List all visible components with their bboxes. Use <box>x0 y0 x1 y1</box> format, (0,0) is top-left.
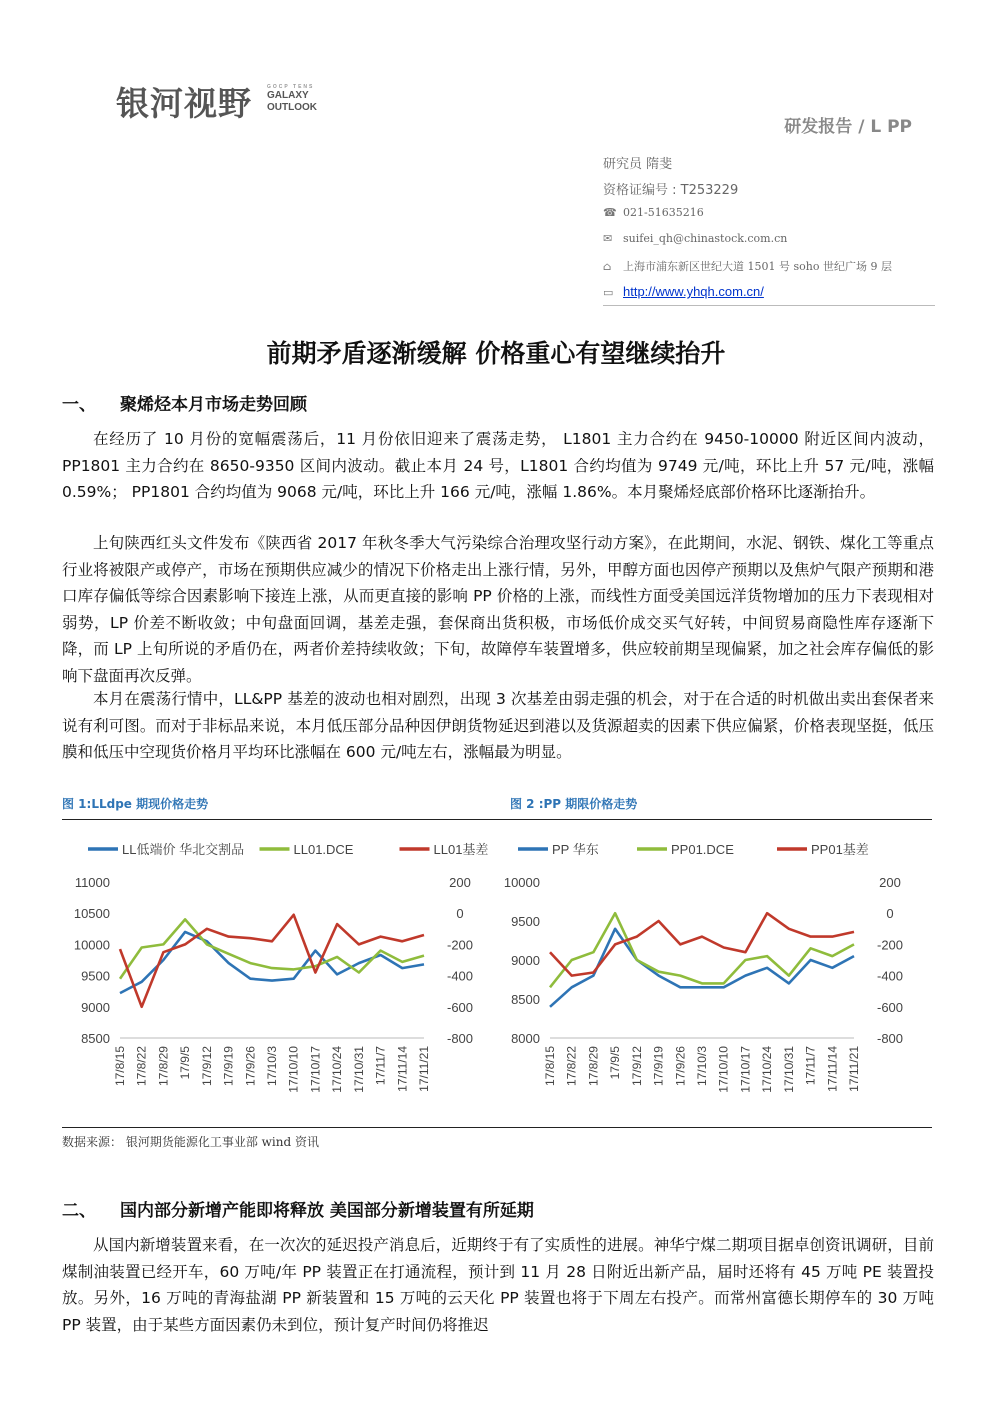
website-row <box>603 284 764 299</box>
right-tick-label-0: -800 <box>876 1031 904 1046</box>
address-row <box>603 258 892 274</box>
legend-label-2: PP01基差 <box>811 842 869 857</box>
x-tick-label-13: 17/11/14 <box>825 1046 840 1092</box>
section1-paragraph-3: 本月在震荡行情中，LL&PP 基差的波动也相对剧烈，出现 3 次基差由弱走强的机会，对于在合适的时机做出卖出套保者来说有利可图。而对于非标品来说，本月低压部分品种因伊朗货物延迟到港以及货源超卖的因素下供应偏紧，价格表现坚挺，低压膜和低压中空现货价格月平均环比涨幅在 600 元/吨左右，涨幅最为明显。 <box>62 690 934 761</box>
series-line-2 <box>550 913 854 975</box>
legend-label-0: LL低端价 华北交割品 <box>122 842 245 857</box>
x-tick-label-4: 17/9/12 <box>629 1046 644 1087</box>
x-tick-label-3: 17/9/5 <box>608 1046 623 1080</box>
x-tick-label-11: 17/10/31 <box>781 1046 796 1093</box>
x-tick-label-6: 17/9/26 <box>243 1046 258 1087</box>
chart-lldpe <box>62 826 489 1126</box>
right-tick-label-0: -800 <box>446 1031 474 1046</box>
right-tick-label-2: -400 <box>876 968 904 984</box>
x-tick-label-10: 17/10/24 <box>760 1046 775 1093</box>
x-tick-label-8: 17/10/10 <box>286 1046 301 1093</box>
logo-english <box>267 84 317 114</box>
legend-label-2: LL01基差 <box>433 842 489 857</box>
x-tick-label-11: 17/10/31 <box>351 1046 366 1093</box>
section1-title: 聚烯烃本月市场走势回顾 <box>120 395 307 415</box>
logo-outlook: OUTLOOK <box>267 102 317 113</box>
left-tick-label-1: 9000 <box>81 999 110 1015</box>
legend-label-1: PP01.DCE <box>671 842 734 857</box>
x-tick-label-8: 17/10/10 <box>716 1046 731 1093</box>
x-tick-label-9: 17/10/17 <box>308 1046 323 1093</box>
x-tick-label-13: 17/11/14 <box>395 1046 410 1092</box>
right-tick-label-3: -200 <box>876 937 904 953</box>
left-tick-label-3: 9500 <box>511 914 540 929</box>
x-tick-label-5: 17/9/19 <box>221 1046 236 1087</box>
section1-number: 一、 <box>62 395 96 415</box>
x-tick-label-7: 17/10/3 <box>695 1046 709 1087</box>
legend-label-0: PP 华东 <box>552 842 599 857</box>
section2-title: 国内部分新增产能即将释放 美国部分新增装置有所延期 <box>120 1201 534 1221</box>
page-title: 前期矛盾逐渐缓解 价格重心有望继续抬升 <box>266 339 726 368</box>
section1-paragraph-2: 上旬陕西红头文件发布《陕西省 2017 年秋冬季大气污染综合治理攻坚行动方案》，在此期间，水泥、钢铁、煤化工等重点行业将被限产或停产，市场在预期供应减少的情况下价格走出上涨行情，另外，甲醇方面也因停产预期以及焦炉气限产预期和港口库存偏低等综合因素影响下接连上涨，从而更直接的影响 PP 价格的上涨，而线性方面受美国远洋货物增加的压力下表现相对弱势，LP 价差不断收敛；中旬盘面回调，基差走强，套保商出货积极，市场低价成交买气好转，中间贸易商隐性库存逐渐下降，而 LP 上旬所说的矛盾仍在，两者价差持续收敛；下旬，故障停车装置增多，供应较前期呈现偏紧，加之社会库存偏低的影响下盘面再次反弹。 <box>62 534 934 685</box>
x-tick-label-2: 17/8/29 <box>586 1046 601 1087</box>
left-tick-label-2: 9000 <box>511 953 540 968</box>
x-tick-label-2: 17/8/29 <box>156 1046 171 1087</box>
phone-number: 021-51635216 <box>623 206 704 219</box>
x-tick-label-14: 17/11/21 <box>417 1046 431 1092</box>
section1-paragraph-1: 在经历了 10 月份的宽幅震荡后，11 月份依旧迎来了震荡走势， L1801 主力合约在 9450-10000 附近区间内波动，PP1801 主力合约在 8650-9350 区间内波动。截止本月 24 号，L1801 合约均值为 9749 元/吨，环比上升 57 元/吨，涨幅 0.59%； PP1801 合约均值为 9068 元/吨，环比上升 166 元/吨，涨幅 1.86%。本月聚烯烃底部价格环比逐渐抬升。 <box>62 430 934 501</box>
figure2-caption: 图 2 :PP 期限价格走势 <box>510 797 638 811</box>
email-row <box>603 232 787 245</box>
x-tick-label-10: 17/10/24 <box>330 1046 345 1093</box>
figure-top-rule <box>62 819 932 820</box>
phone-icon: ☎ <box>603 206 617 219</box>
left-tick-label-0: 8500 <box>81 1031 110 1046</box>
left-tick-label-5: 11000 <box>74 875 110 890</box>
x-tick-label-5: 17/9/19 <box>651 1046 666 1087</box>
legend-label-1: LL01.DCE <box>293 842 354 857</box>
figure-bottom-rule <box>62 1127 932 1128</box>
x-tick-label-4: 17/9/12 <box>199 1046 214 1087</box>
section2-heading <box>62 1196 534 1221</box>
series-line-1 <box>550 913 854 987</box>
x-tick-label-14: 17/11/21 <box>847 1046 861 1092</box>
certificate-number: 资格证编号 : T253229 <box>603 183 739 198</box>
series-line-1 <box>120 919 424 978</box>
researcher: 研究员 隋斐 <box>603 157 673 172</box>
phone-row <box>603 206 704 219</box>
x-tick-label-0: 17/8/15 <box>113 1046 127 1087</box>
right-tick-label-5: 200 <box>449 875 471 890</box>
figure1-caption: 图 1:LLdpe 期现价格走势 <box>62 797 209 811</box>
left-tick-label-4: 10000 <box>503 875 540 890</box>
website-link[interactable]: http://www.yhqh.com.cn/ <box>623 284 764 299</box>
left-tick-label-0: 8000 <box>511 1031 540 1046</box>
series-line-2 <box>120 915 424 1007</box>
header-divider <box>603 305 935 306</box>
x-tick-label-9: 17/10/17 <box>738 1046 753 1093</box>
right-tick-label-2: -400 <box>446 968 474 984</box>
x-tick-label-12: 17/11/7 <box>803 1046 818 1086</box>
address-icon: ⌂ <box>603 260 612 273</box>
left-tick-label-3: 10000 <box>73 937 110 953</box>
computer-icon: ▭ <box>603 286 614 299</box>
right-tick-label-1: -600 <box>446 999 474 1015</box>
x-tick-label-0: 17/8/15 <box>543 1046 557 1087</box>
x-tick-label-1: 17/8/22 <box>134 1046 149 1087</box>
data-source: 数据来源： 银河期货能源化工事业部 wind 资讯 <box>62 1135 319 1149</box>
chart-pp <box>492 826 922 1126</box>
email-icon: ✉ <box>603 232 613 245</box>
right-tick-label-3: -200 <box>446 937 474 953</box>
right-tick-label-4: 0 <box>456 906 464 922</box>
left-tick-label-1: 8500 <box>511 992 540 1007</box>
x-tick-label-7: 17/10/3 <box>265 1046 279 1087</box>
x-tick-label-3: 17/9/5 <box>178 1046 193 1080</box>
left-tick-label-2: 9500 <box>81 968 110 984</box>
right-tick-label-4: 0 <box>886 906 894 922</box>
logo-galaxy: GALAXY <box>267 90 309 101</box>
x-tick-label-1: 17/8/22 <box>564 1046 579 1087</box>
right-tick-label-1: -600 <box>876 999 904 1015</box>
x-tick-label-6: 17/9/26 <box>673 1046 688 1087</box>
email-address: suifei_qh@chinastock.com.cn <box>623 232 788 245</box>
x-tick-label-12: 17/11/7 <box>373 1046 388 1086</box>
right-tick-label-5: 200 <box>879 875 901 890</box>
address: 上海市浦东新区世纪大道 1501 号 soho 世纪广场 9 层 <box>623 260 892 273</box>
report-type: 研发报告 / L PP <box>784 117 912 137</box>
logo-text: 银河视野 <box>116 84 252 123</box>
logo-small-text: GOCP TENS <box>267 84 315 90</box>
section2-number: 二、 <box>62 1201 96 1221</box>
left-tick-label-4: 10500 <box>73 906 110 922</box>
section1-heading <box>62 390 307 415</box>
section2-paragraph-1: 从国内新增装置来看，在一次次的延迟投产消息后，近期终于有了实质性的进展。神华宁煤二期项目据卓创资讯调研，目前煤制油装置已经开车，60 万吨/年 PP 装置正在打通流程，预计到 11 月 28 日附近出新产品，届时还将有 45 万吨 PE 装置投放。另外，16 万吨的青海盐湖 PP 新装置和 15 万吨的云天化 PP 装置也将于下周左右投产。而常州富德长期停车的 30 万吨 PP 装置，由于某些方面因素仍未到位，预计复产时间仍将推迟 <box>62 1236 934 1334</box>
